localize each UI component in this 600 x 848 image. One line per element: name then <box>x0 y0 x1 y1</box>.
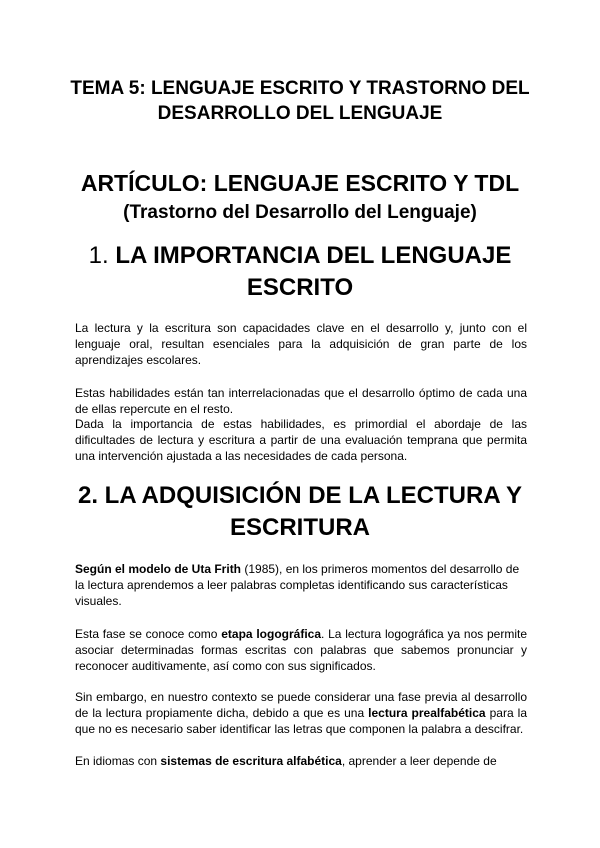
section-2-paragraph-2-after: . La lectura logográfica ya nos permite asociar determinadas formas escritas con palabras que sabemos pronunciar y reconocer auditivamente, así como con sus significados. <box>75 627 528 673</box>
tema-title: TEMA 5: LENGUAJE ESCRITO Y TRASTORNO DEL DESARROLLO DEL LENGUAJE <box>70 78 530 124</box>
section-2-paragraph-2-before: Esta fase se conoce como <box>75 627 222 641</box>
etapa-logografica-bold: etapa logográfica <box>221 627 322 641</box>
section-2-paragraph-1-text: (1985), en los primeros momentos del desarrollo de la lectura aprendemos a leer palabras completas identificando sus características visuales. <box>75 562 520 608</box>
section-2-paragraph-3-before: Sin embargo, en nuestro contexto se puede considerar una fase previa al desarrollo de la lectura propiamente dicha, debido a que es una <box>75 690 527 720</box>
section-2-paragraph-3 <box>75 689 527 737</box>
section-2-paragraph-4 <box>75 753 527 769</box>
section-2-paragraph-1 <box>75 561 527 609</box>
article-title: ARTÍCULO: LENGUAJE ESCRITO Y TDL <box>80 170 520 196</box>
section-2-title: LA ADQUISICIÓN DE LA LECTURA Y ESCRITURA <box>104 482 523 541</box>
lectura-prealfabetica-bold: lectura prealfabética <box>368 706 486 720</box>
uta-frith-model-bold: Según el modelo de Uta Frith <box>75 562 242 576</box>
section-2-paragraph-3-after: para la que no es necesario saber identificar las letras que componen la palabra a descifrar. <box>75 706 528 736</box>
section-2-paragraph-4-before: En idiomas con <box>75 754 161 768</box>
section-2-paragraph-2 <box>75 626 527 674</box>
section-2-paragraph-4-after: , aprender a leer depende de <box>341 754 497 768</box>
section-1-paragraph-2: Estas habilidades están tan interrelacionadas que el desarrollo óptimo de cada una de ellas repercute en el resto. <box>75 386 527 416</box>
article-subtitle: (Trastorno del Desarrollo del Lenguaje) <box>123 202 477 223</box>
section-2-number: 2. <box>77 482 98 509</box>
section-1-heading <box>60 240 540 304</box>
section-1-number: 1. <box>88 242 109 269</box>
sistemas-escritura-alfabetica-bold: sistemas de escritura alfabética <box>160 754 342 768</box>
section-1-paragraph-3: Dada la importancia de estas habilidades, es primordial el abordaje de las dificultades de lectura y escritura a partir de una evaluación temprana que permita una intervención ajustada a las necesidades de cada persona. <box>75 417 527 463</box>
section-1-title: LA IMPORTANCIA DEL LENGUAJE ESCRITO <box>115 242 512 301</box>
section-2-heading <box>60 480 540 544</box>
section-1-paragraph-1: La lectura y la escritura son capacidades clave en el desarrollo y, junto con el lenguaje oral, resultan esenciales para la adquisición de gran parte de los aprendizajes escolares. <box>75 321 527 367</box>
